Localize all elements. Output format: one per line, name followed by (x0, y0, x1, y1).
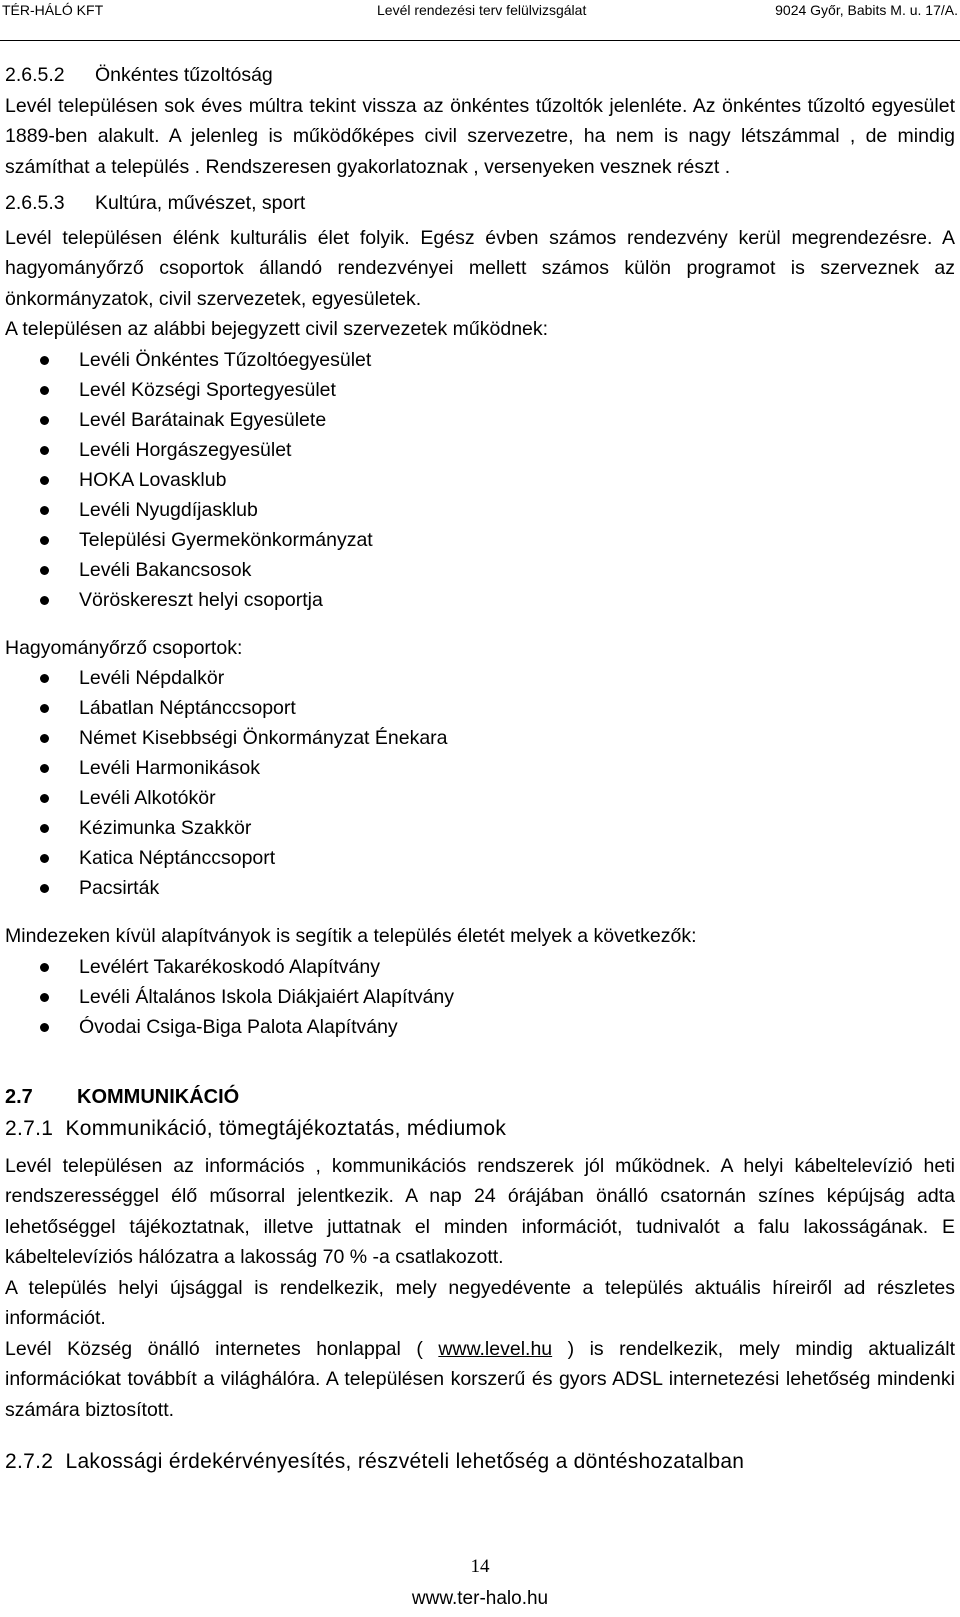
section-title: Önkéntes tűzoltóság (95, 64, 273, 86)
traditional-groups-title: Hagyományőrző csoportok: (5, 636, 243, 659)
foundations-title: Mindezeken kívül alapítványok is segítik a település életét melyek a következők: (5, 925, 697, 947)
page-header (0, 0, 960, 41)
list-item: Levéli Alkotókör (5, 783, 955, 813)
section-2-7-2-heading: 2.7.2 Lakossági érdekérvényesítés, részvételi lehetőség a döntéshozatalban (5, 1450, 745, 1473)
traditional-groups-list (5, 663, 955, 903)
section-2-7-1-heading: 2.7.1 Kommunikáció, tömegtájékoztatás, médiumok (5, 1117, 507, 1140)
paragraph-civil-intro: A településen az alábbi bejegyzett civil szervezetek működnek: (5, 318, 549, 340)
paragraph-culture: Levél településen élénk kulturális élet folyik. Egész évben számos rendezvény kerül megrendezésre. A hagyományőrző csoportok állandó rendezvényei mellett számos külön programot is szerveznek az önkormányzatok, civil szervezetek, egyesületek. (5, 226, 955, 310)
list-item: Pacsirták (5, 873, 955, 903)
list-item: Levéli Önkéntes Tűzoltóegyesület (5, 345, 955, 375)
footer-url: www.ter-halo.hu (411, 1588, 549, 1609)
page-number: 14 (470, 1556, 490, 1577)
paragraph-communication: Levél településen az információs , kommunikációs rendszerek jól működnek. A helyi kábeltelevízió heti rendszerességgel élő műsorral jelentkezik. A nap 24 órájában önálló csatornán színes képújság adta lehetőséggel tájékoztatnak, illetve juttatnak el minden információt, tudnivalót a falu lakosságának. E kábeltelevíziós hálózatra a lakosság 70 % -a csatlakozott. (5, 1154, 955, 1268)
section-2-7-heading (5, 1082, 955, 1113)
list-item: Települési Gyermekönkormányzat (5, 525, 955, 555)
list-item: Levéli Népdalkör (5, 663, 955, 693)
website-text-pre: Levél Község önálló internetes honlappal ( (5, 1337, 439, 1360)
list-item: Vöröskereszt helyi csoportja (5, 585, 955, 615)
foundations-list (5, 952, 955, 1042)
section-number: 2.6.5.2 (5, 64, 65, 86)
list-item: Levéli Harmonikások (5, 753, 955, 783)
section-title: Kultúra, művészet, sport (95, 192, 306, 214)
list-item: Kézimunka Szakkör (5, 813, 955, 843)
section-title: KOMMUNIKÁCIÓ (77, 1085, 240, 1108)
list-item: Katica Néptánccsoport (5, 843, 955, 873)
list-item: Levéli Horgászegyesület (5, 435, 955, 465)
paragraph-newspaper: A település helyi újsággal is rendelkezik, mely negyedévente a település aktuális híreiről ad részletes információt. (5, 1276, 955, 1329)
list-item: Levél Községi Sportegyesület (5, 375, 955, 405)
section-2-6-5-3-heading (5, 188, 955, 219)
document-body (5, 60, 955, 1478)
list-item: Lábatlan Néptánccsoport (5, 693, 955, 723)
section-number: 2.7 (5, 1085, 33, 1108)
list-item: Levéli Bakancsosok (5, 555, 955, 585)
website-text-post: ) is rendelkezik, mely mindig aktualizált információkat továbbít a világhálóra. A településen korszerű és gyors ADSL internetezési lehetőség mindenki számára biztosított. (5, 1337, 955, 1421)
civil-organizations-list (5, 345, 955, 615)
header-address: 9024 Győr, Babits M. u. 17/A. (775, 2, 958, 18)
header-document-title: Levél rendezési terv felülvizsgálat (377, 2, 587, 18)
section-number: 2.6.5.3 (5, 192, 65, 214)
website-link[interactable]: www.level.hu (438, 1337, 553, 1360)
section-2-6-5-2-heading (5, 60, 955, 91)
list-item: Levéli Nyugdíjasklub (5, 495, 955, 525)
list-item: HOKA Lovasklub (5, 465, 955, 495)
list-item: Óvodai Csiga-Biga Palota Alapítvány (5, 1012, 955, 1042)
header-company: TÉR-HÁLÓ KFT (2, 2, 104, 18)
list-item: Levélért Takarékoskodó Alapítvány (5, 952, 955, 982)
paragraph-fire-brigade: Levél településen sok éves múltra tekint vissza az önkéntes tűzoltók jelenléte. Az önkéntes tűzoltó egyesület 1889-ben alakult. A jelenleg is működőképes civil szervezetre, ha nem is nagy létszámmal , de mindig számíthat a település . Rendszeresen gyakorlatoznak , versenyeken vesznek részt . (5, 94, 955, 178)
list-item: Levél Barátainak Egyesülete (5, 405, 955, 435)
paragraph-website (5, 1334, 955, 1426)
list-item: Levéli Általános Iskola Diákjaiért Alapítvány (5, 982, 955, 1012)
list-item: Német Kisebbségi Önkormányzat Énekara (5, 723, 955, 753)
